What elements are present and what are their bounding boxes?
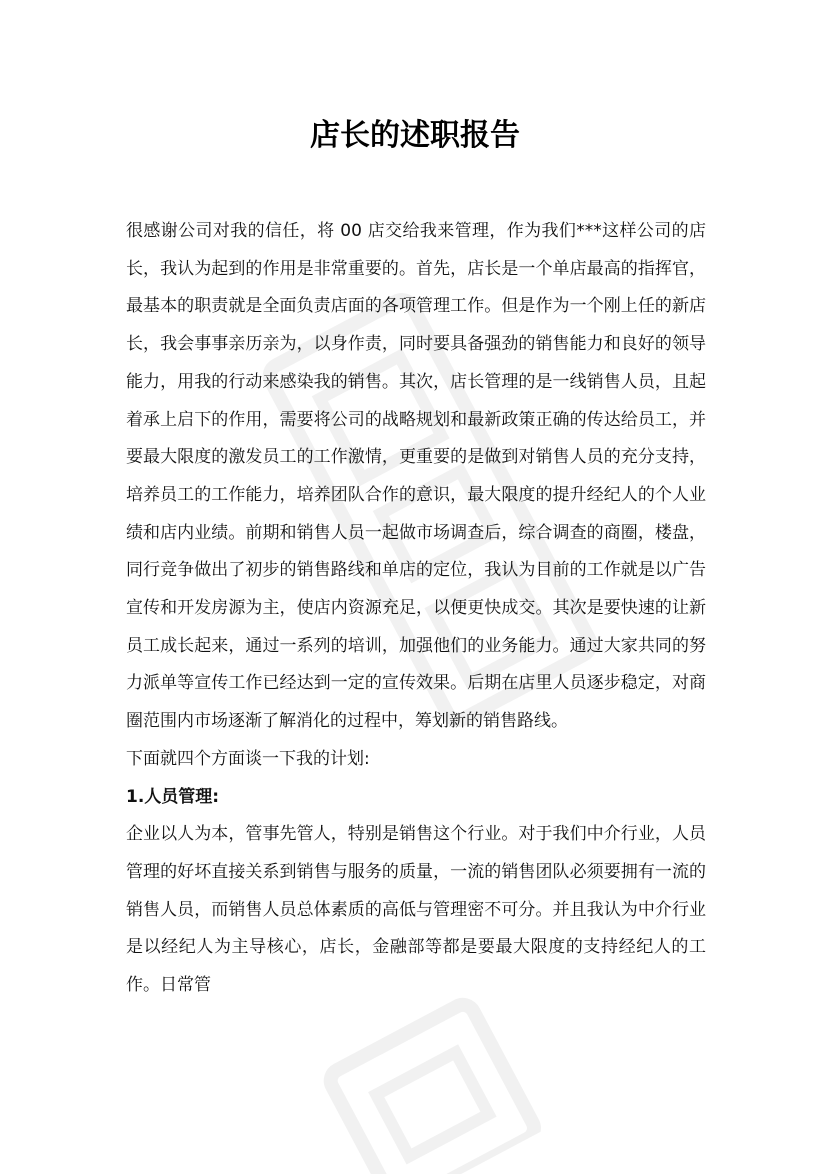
watermark-icon (304, 982, 556, 1174)
paragraph-plan-intro: 下面就四个方面谈一下我的计划: (126, 748, 370, 769)
paragraph-personnel: 企业以人为本，管事先管人，特别是销售这个行业。对于我们中介行业，人员管理的好坏直接关系到销售与服务的质量，一流的销售团队必须要拥有一流的销售人员，而销售人员总体素质的高低与管理密不可分。并且我认为中介行业是以经纪人为主导核心，店长，金融部等都是要最大限度的支持经纪人的工作。日常管 (126, 824, 706, 996)
document-title: 店长的述职报告 (310, 118, 520, 153)
section-heading-personnel: 1.人员管理: (126, 786, 220, 807)
paragraph-intro: 很感谢公司对我的信任，将 00 店交给我来管理，作为我们***这样公司的店长，我认为起到的作用是非常重要的。首先，店长是一个单店最高的指挥官，最基本的职责就是全面负责店面的各项管理工作。但是作为一个刚上任的新店长，我会事事亲历亲为，以身作责，同时要具备强劲的销售能力和良好的领导能力，用我的行动来感染我的销售。其次，店长管理的是一线销售人员，且起着承上启下的作用，需要将公司的战略规划和最新政策正确的传达给员工，并要最大限度的激发员工的工作激情，更重要的是做到对销售人员的充分支持，培养员工的工作能力，培养团队合作的意识，最大限度的提升经纪人的个人业绩和店内业绩。前期和销售人员一起做市场调查后，综合调查的商圈，楼盘，同行竞争做出了初步的销售路线和单店的定位，我认为目前的工作就是以广告宣传和开发房源为主，使店内资源充足，以便更快成交。其次是要快速的让新员工成长起来，通过一系列的培训，加强他们的业务能力。通过大家共同的努力派单等宣传工作已经达到一定的宣传效果。后期在店里人员逐步稳定，对商圈范围内市场逐渐了解消化的过程中，筹划新的销售路线。 (126, 221, 706, 732)
document-body (126, 213, 706, 1005)
